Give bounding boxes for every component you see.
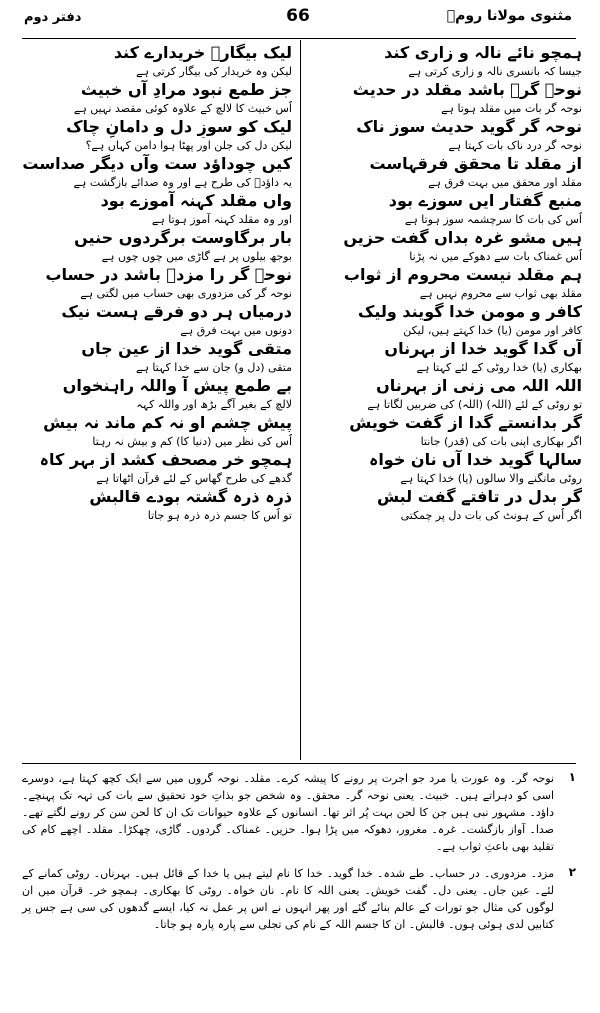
translation-line: نوحہ گر بات میں مقلد ہوتا ہے	[441, 102, 582, 115]
verse-line: سالہا گوید خدا آں نان خواہ	[368, 450, 582, 469]
verse-line: واں مقلد کہنہ آموزے بود	[100, 191, 292, 210]
couplet	[22, 375, 292, 412]
couplet	[312, 412, 582, 449]
translation-line: اُس کی نظر میں (دنیا کا) کم و بیش نہ رہتا	[92, 435, 292, 448]
verse-line: ذرہ ذرہ گشتہ بودے قالبش	[89, 487, 292, 506]
couplet	[22, 449, 292, 486]
couplet	[22, 301, 292, 338]
verse-line: آں گدا گوید خدا از بہرناں	[384, 339, 582, 358]
couplet	[312, 375, 582, 412]
couplet	[312, 486, 582, 523]
verse-line: پیش چشم او نہ کم ماند نہ بیش	[43, 413, 292, 432]
translation-line: تو اُس کا جسم ذرہ ذرہ ہو جاتا	[147, 509, 292, 522]
translation-line: گدھے کی طرح گھاس کے لئے قرآن اٹھاتا ہے	[96, 472, 292, 485]
couplet	[22, 190, 292, 227]
translation-line: دونوں میں بہت فرق ہے	[180, 324, 292, 337]
verse-line: منبع گفتار ایں سوزے بود	[388, 191, 582, 210]
translation-line: بوجھ بیلوں پر ہے گاڑی میں چوں چوں ہے	[101, 250, 292, 263]
translation-line: یہ داؤدؑ کی طرح ہے اور وہ صدائے بازگشت ہے	[73, 176, 292, 189]
translation-line: کافر اور مومن (یا) خدا کہتے ہیں، لیکن	[403, 324, 582, 337]
footnote-number: ۲	[568, 865, 576, 879]
verse-line: جز طمع نبود مرادِ آں خبیث	[80, 80, 292, 99]
translation-line: لالچ کے بغیر آگے بڑھ اور واللہ کہہ	[136, 398, 292, 411]
translation-line: بھکاری (یا) خدا روٹی کے لئے کہتا ہے	[416, 361, 582, 374]
translation-line: تو روٹی کے لئے (اللہ) (اللہ) کی ضربیں لگاتا ہے	[367, 398, 582, 411]
translation-line: اُس غمناک بات سے دھوکے میں نہ پڑنا	[409, 250, 582, 263]
verse-line: گر بدانستے گدا از گفت خویش	[349, 413, 582, 432]
couplet	[312, 153, 582, 190]
couplet	[312, 79, 582, 116]
couplet	[22, 338, 292, 375]
verse-line: بے طمع پیش آ واللہ راہنخواں	[62, 376, 292, 395]
verse-line: اللہ اللہ می زنی از بہرناں	[376, 376, 582, 395]
verse-line: ہمچو خر مصحف کشد از بہر کاہ	[39, 450, 292, 469]
footnote-number: ۱	[568, 770, 576, 784]
footnote-text: مزد۔ مزدوری۔ در حساب۔ طے شدہ۔ خدا گوید۔ خدا کا نام لیتے ہیں یا خدا کے قائل ہیں۔ بہرناں۔ روٹی کمانے کے لئے۔ عین جاں۔ یعنی دل۔ گفت خویش۔ یعنی اللہ کا نام۔ نان خواہ۔ روٹی کا بھکاری۔ ہمچو خر۔ قرآن میں ان لوگوں کی مثال جو تورات کے عالم بنائے گئے اور پھر انہوں نے اس پر عمل نہ کیا، ایسے گدھوں کی سی ہے جس پر کتابیں لدی ہوئی ہوں۔ قالبش۔ ان کا جسم اللہ کے نام کی تجلی سے پارہ پارہ ہو جاتا۔	[22, 867, 554, 931]
verse-line: متقی گوید خدا از عین جاں	[81, 339, 292, 358]
couplet	[22, 264, 292, 301]
header-rule	[22, 38, 576, 39]
volume-label: دفتر دوم	[24, 10, 82, 25]
page-header	[24, 4, 572, 36]
couplet	[22, 412, 292, 449]
verse-line: نوحہ گر را مزدؔ باشد در حساب	[45, 265, 292, 284]
footnote	[22, 770, 576, 855]
translation-line: اور وہ مقلد کہنہ آموز ہوتا ہے	[151, 213, 292, 226]
footnote	[22, 865, 576, 933]
verse-line: نوحہ گر گوید حدیث سوز ناک	[356, 117, 582, 136]
couplet	[312, 42, 582, 79]
translation-line: لیکن دل کی جلن اور پھٹا ہوا دامن کہاں ہے؟	[85, 139, 292, 152]
translation-line: اُس کی بات کا سرچشمہ سوز ہوتا ہے	[404, 213, 582, 226]
verse-line: گر بدل در تافتے گفت لبش	[377, 487, 582, 506]
couplet	[22, 116, 292, 153]
verse-line: ہمچو نائے نالہ و زاری کند	[384, 43, 582, 62]
verse-line: لیک بیگارؔ خریدارے کند	[113, 43, 292, 62]
verse-line: کافر و مومن خدا گویند ولیک	[357, 302, 582, 321]
couplet	[312, 116, 582, 153]
couplet	[312, 264, 582, 301]
translation-line: اُس خبیث کا لالچ کے علاوہ کوئی مقصد نہیں ہے	[73, 102, 292, 115]
verse-line: کیں چوداؤد ست وآں دیگر صداست	[22, 154, 292, 173]
couplet	[22, 42, 292, 79]
couplet	[312, 190, 582, 227]
left-column	[22, 42, 292, 757]
column-divider	[300, 40, 301, 760]
verse-line: لیک کو سوزِ دل و دامانِ چاک	[66, 117, 292, 136]
translation-line: لیکن وہ خریدار کی بیگار کرتی ہے	[136, 65, 292, 78]
verse-line: درمیاں ہر دو فرقے ہست نیک	[61, 302, 292, 321]
couplet	[22, 79, 292, 116]
couplet	[312, 227, 582, 264]
couplet	[312, 338, 582, 375]
verse-line: از مقلد تا محقق فرقہاست	[369, 154, 582, 173]
book-title: مثنوی مولانا رومؒ	[446, 8, 572, 24]
translation-line: اگر اُس کے ہونٹ کی بات دل پر چمکتی	[400, 509, 582, 522]
translation-line: روٹی مانگنے والا سالوں (یا) خدا کہتا ہے	[400, 472, 582, 485]
couplet	[312, 301, 582, 338]
verse-line: ہیں مشو غرہ بداں گفت حزیں	[343, 228, 582, 247]
translation-line: اگر بھکاری اپنی بات کی (قدر) جانتا	[420, 435, 582, 448]
translation-line: مقلد اور محقق میں بہت فرق ہے	[428, 176, 582, 189]
translation-line: مقلد بھی ثواب سے محروم نہیں ہے	[419, 287, 582, 300]
couplet	[22, 486, 292, 523]
footnotes	[22, 770, 576, 943]
couplet	[22, 153, 292, 190]
verse-line: نوحہ گرؔ باشد مقلد در حدیث	[352, 80, 582, 99]
translation-line: نوحہ گر کی مزدوری بھی حساب میں لگتی ہے	[80, 287, 292, 300]
footnote-text: نوحہ گر۔ وہ عورت یا مرد جو اجرت پر رونے کا پیشہ کرے۔ مقلد۔ نوحہ گروں میں سے ایک کچھ کہتا ہے، دوسرے اسی کو دہراتے ہیں۔ خبیث۔ یعنی نوحہ گر۔ محقق۔ وہ شخص جو بذاتِ خود تحقیق سے بات کی تہہ تک پہنچے۔ داؤد۔ مشہور نبی ہیں جن کا لحن بہت پُر اثر تھا۔ انسانوں کے علاوہ حیوانات تک ان کا لحن سن کر رونے لگتے تھے۔ صدا۔ آواز بازگشت۔ غرہ۔ مغرور، دھوکہ میں پڑا ہوا۔ حزیں۔ غمناک۔ گردوں۔ گاڑی، چھکڑا۔ مقلد۔ اچھے کام کی تقلید بھی باعثِ ثواب ہے۔	[22, 772, 554, 853]
translation-line: نوحہ گر درد ناک بات کہتا ہے	[448, 139, 582, 152]
footnote-rule	[22, 763, 576, 764]
verse-line: بار برگاوست برگردوں حنیں	[74, 228, 292, 247]
right-column	[312, 42, 582, 757]
verse-line: ہم مقلد نیست محروم از ثواب	[343, 265, 582, 284]
translation-line: متقی (دل و) جان سے خدا کہتا ہے	[136, 361, 292, 374]
page-number: 66	[286, 6, 310, 26]
translation-line: جیسا کہ بانسری نالہ و زاری کرتی ہے	[408, 65, 582, 78]
couplet	[22, 227, 292, 264]
couplet	[312, 449, 582, 486]
